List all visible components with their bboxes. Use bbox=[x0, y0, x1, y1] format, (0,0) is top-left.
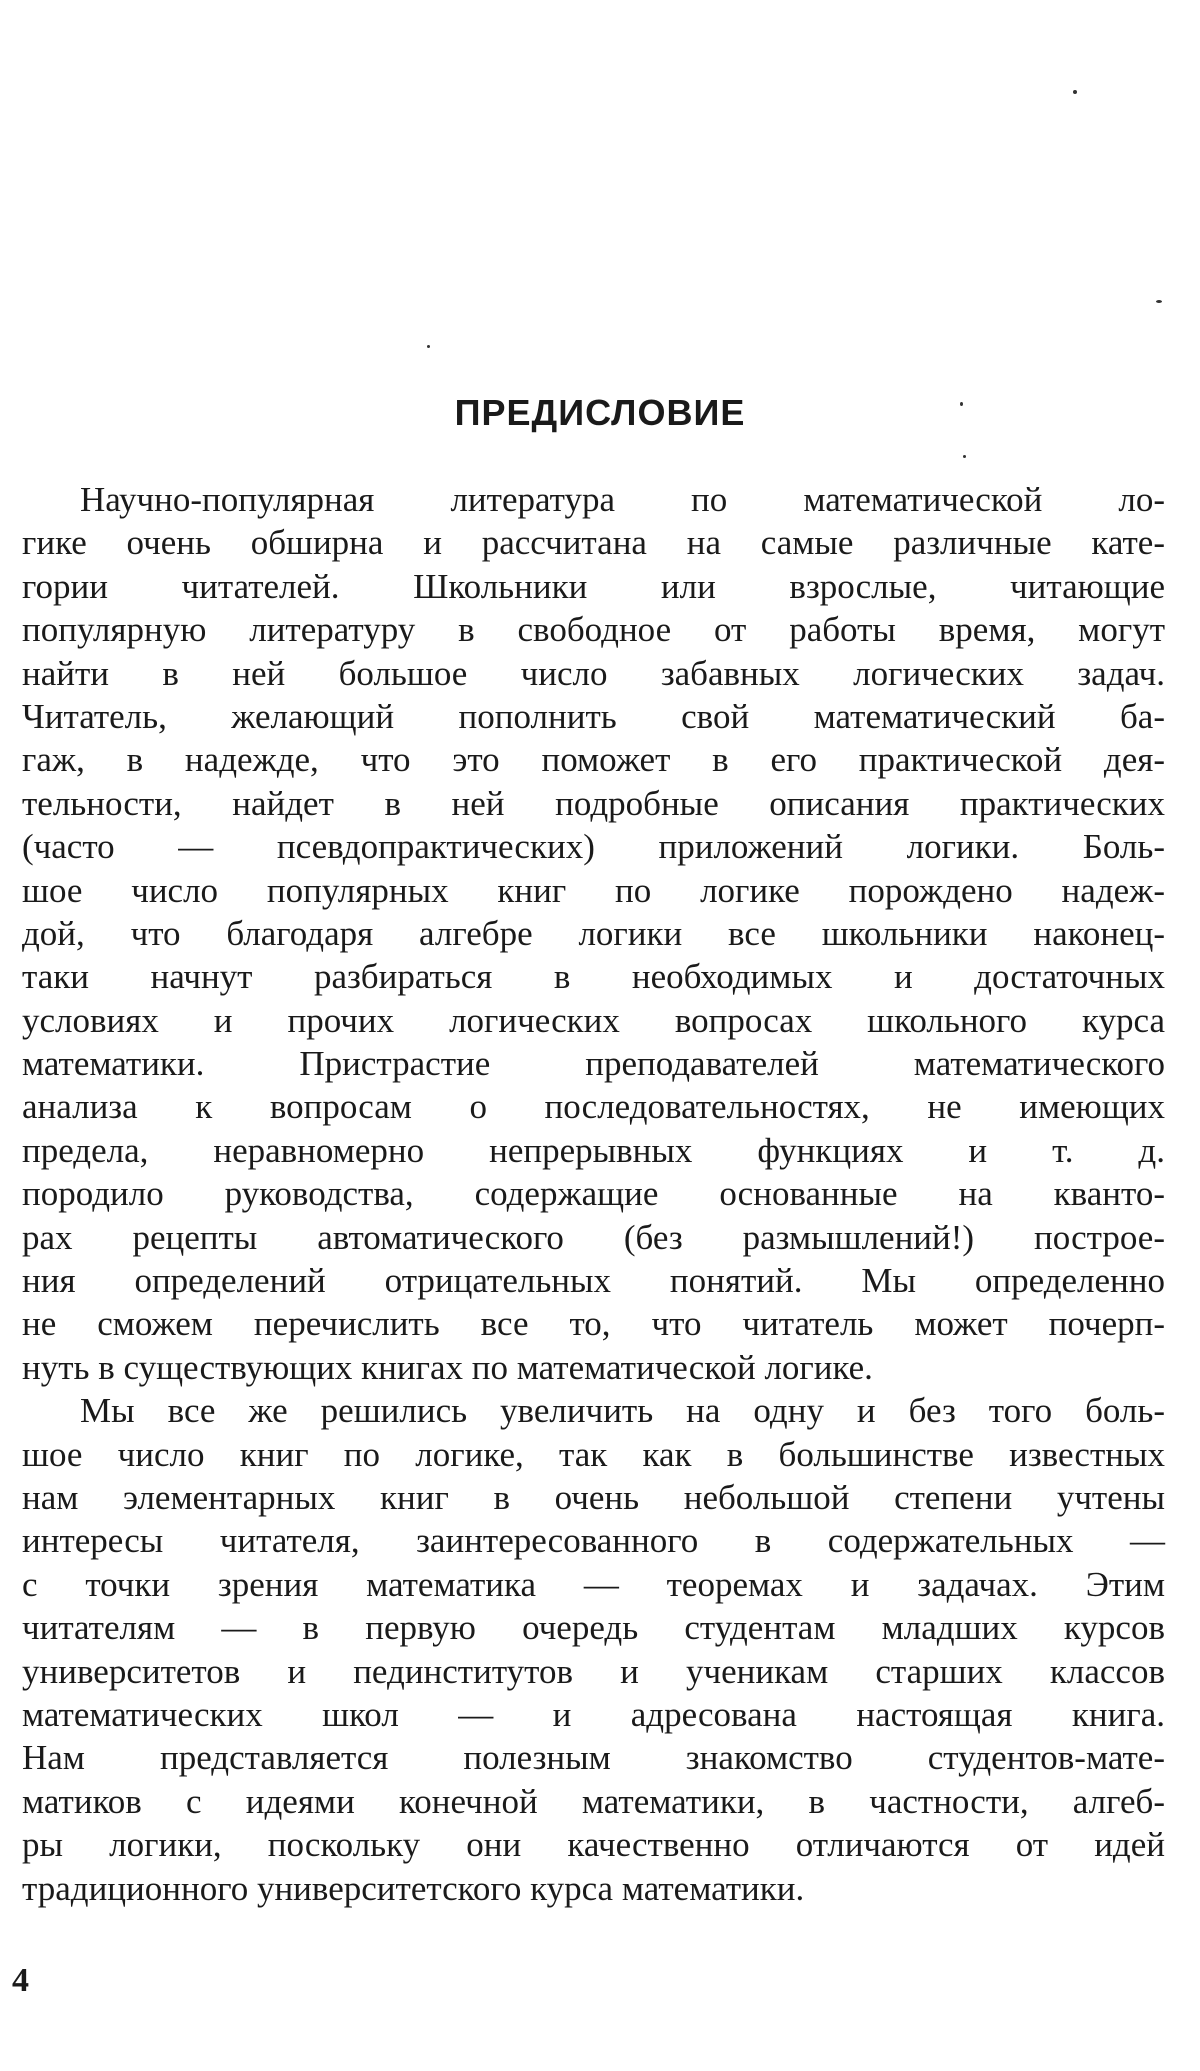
text-line: читателям — в первую очередь студентам младших курсов bbox=[22, 1608, 1165, 1648]
page-number: 4 bbox=[12, 1962, 29, 1999]
text-line: найти в ней большое число забавных логических задач. bbox=[22, 653, 1165, 693]
text-line: тельности, найдет в ней подробные описания практических bbox=[22, 783, 1165, 823]
text-line: математики. Пристрастие преподавателей математического bbox=[22, 1044, 1165, 1084]
page-title: ПРЕДИСЛОВИЕ bbox=[454, 392, 746, 433]
text-line: не сможем перечислить все то, что читатель может почерп- bbox=[22, 1304, 1165, 1344]
text-line: университетов и пединститутов и ученикам старших классов bbox=[22, 1651, 1165, 1691]
text-line: нуть в существующих книгах по математической логике. bbox=[22, 1347, 873, 1387]
text-line: анализа к вопросам о последовательностях, не имеющих bbox=[22, 1087, 1165, 1127]
text-line: породило руководства, содержащие основанные на кванто- bbox=[22, 1174, 1165, 1214]
text-line: гории читателей. Школьники или взрослые, читающие bbox=[22, 566, 1165, 606]
text-line: гике очень обширна и рассчитана на самые различные кате- bbox=[22, 523, 1165, 563]
scan-speck bbox=[1156, 300, 1162, 303]
text-line: рах рецепты автоматического (без размышлений!) построе- bbox=[22, 1217, 1165, 1257]
scan-speck bbox=[1073, 90, 1077, 94]
text-line: матиков с идеями конечной математики, в частности, алгеб- bbox=[22, 1781, 1165, 1821]
text-line: интересы читателя, заинтересованного в содержательных — bbox=[22, 1521, 1165, 1561]
text-line: гаж, в надежде, что это поможет в его практической дея- bbox=[22, 740, 1165, 780]
text-line: шое число популярных книг по логике порождено надеж- bbox=[22, 870, 1165, 910]
text-line: шое число книг по логике, так как в большинстве известных bbox=[22, 1434, 1165, 1474]
text-line: Мы все же решились увеличить на одну и без того боль- bbox=[80, 1391, 1165, 1431]
text-line: таки начнут разбираться в необходимых и достаточных bbox=[22, 957, 1165, 997]
text-line: нам элементарных книг в очень небольшой степени учтены bbox=[22, 1477, 1165, 1517]
text-line: ры логики, поскольку они качественно отличаются от идей bbox=[22, 1825, 1165, 1865]
scan-speck bbox=[963, 455, 966, 458]
text-line: условиях и прочих логических вопросах школьного курса bbox=[22, 1000, 1165, 1040]
paragraph bbox=[22, 478, 1165, 1389]
paragraph bbox=[22, 1389, 1165, 1910]
text-line: традиционного университетского курса математики. bbox=[22, 1868, 805, 1908]
scan-speck bbox=[427, 345, 430, 348]
text-line: (часто — псевдопрактических) приложений логики. Боль- bbox=[22, 827, 1165, 867]
text-line: дой, что благодаря алгебре логики все школьники наконец- bbox=[22, 913, 1165, 953]
text-line: Научно-популярная литература по математической ло- bbox=[80, 480, 1165, 519]
text-line: с точки зрения математика — теоремах и задачах. Этим bbox=[22, 1564, 1165, 1604]
text-line: Читатель, желающий пополнить свой математический ба- bbox=[22, 696, 1165, 736]
text-line: ния определений отрицательных понятий. Мы определенно bbox=[22, 1261, 1165, 1301]
text-line: Нам представляется полезным знакомство студентов-мате- bbox=[22, 1738, 1165, 1778]
text-line: предела, неравномерно непрерывных функциях и т. д. bbox=[22, 1130, 1165, 1170]
body-text bbox=[22, 478, 1165, 1910]
text-line: математических школ — и адресована настоящая книга. bbox=[22, 1694, 1165, 1734]
text-line: популярную литературу в свободное от работы время, могут bbox=[22, 610, 1165, 650]
